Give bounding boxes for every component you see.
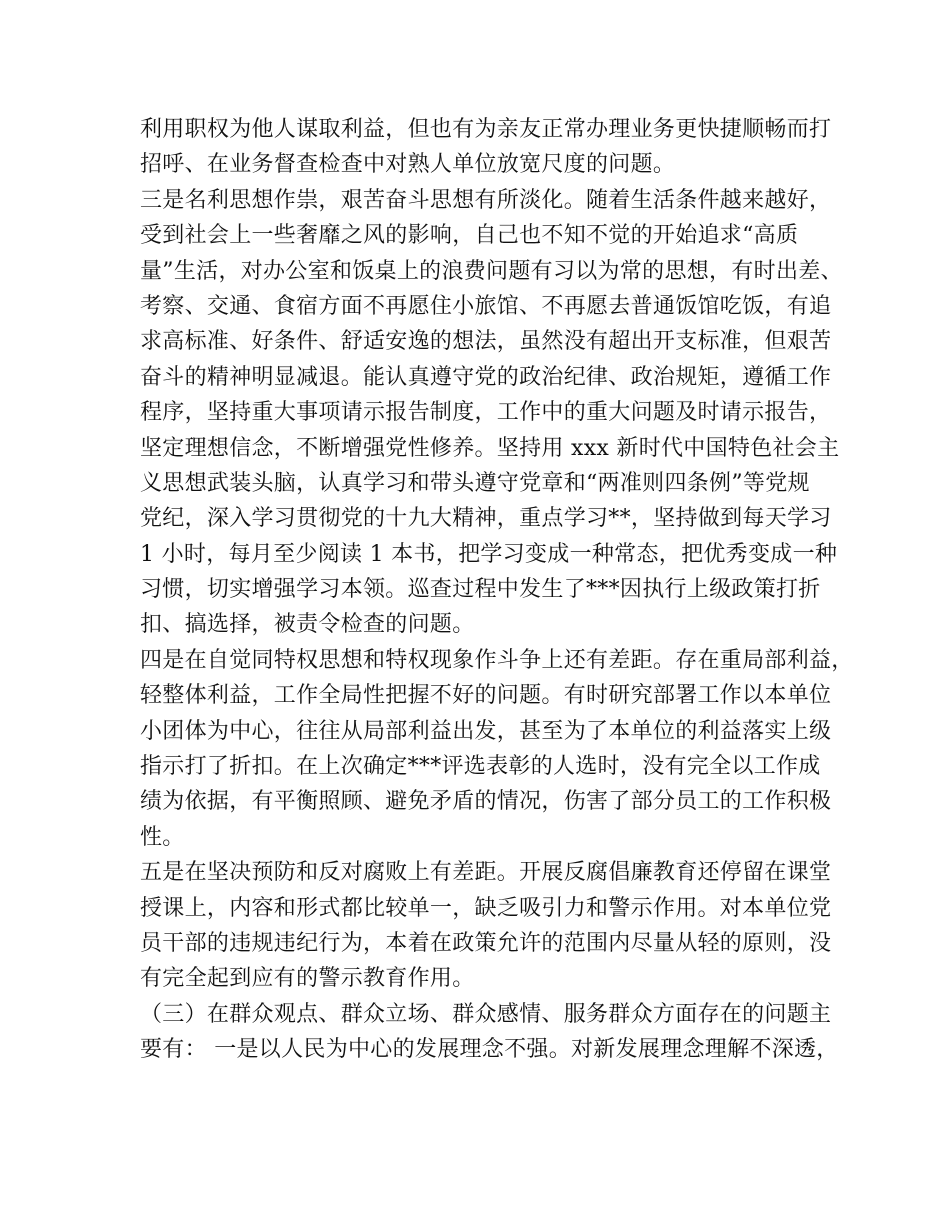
- text-line: 受到社会上一些奢靡之风的影响，自己也不知不觉的开始追求“高质: [140, 223, 799, 249]
- text-line: 利用职权为他人谋取利益，但也有为亲友正常办理业务更快捷顺畅而打: [140, 117, 832, 142]
- document-body: [140, 112, 854, 1068]
- text-line: 扣、搞选择，被责令检查的问题。: [140, 612, 475, 638]
- text-line: 习惯，切实增强学习本领。巡查过程中发生了***因执行上级政策打折: [140, 577, 821, 603]
- text-line: （三）在群众观点、群众立场、群众感情、服务群众方面存在的问题主: [140, 1001, 832, 1027]
- text-line: 党纪，深入学习贯彻党的十九大精神，重点学习**，坚持做到每天学习: [140, 506, 832, 532]
- text-line: 轻整体利益，工作全局性把握不好的问题。有时研究部署工作以本单位: [140, 683, 832, 709]
- text-line: 1 小时，每月至少阅读 1 本书，把学习变成一种常态，把优秀变成一种: [140, 541, 838, 567]
- text-line: 三是名利思想作祟，艰苦奋斗思想有所淡化。随着生活条件越来越好，: [140, 187, 832, 213]
- text-line: 程序，坚持重大事项请示报告制度，工作中的重大问题及时请示报告，: [140, 400, 832, 426]
- text-line: 五是在坚决预防和反对腐败上有差距。开展反腐倡廉教育还停留在课堂: [140, 860, 832, 886]
- text-line: 小团体为中心，往往从局部利益出发，甚至为了本单位的利益落实上级: [140, 718, 832, 744]
- text-line: 四是在自觉同特权思想和特权现象作斗争上还有差距。存在重局部利益，: [140, 647, 854, 673]
- text-line: 坚定理想信念，不断增强党性修养。坚持用 xxx 新时代中国特色社会主: [140, 435, 840, 461]
- text-line: 性。: [140, 824, 185, 850]
- text-line: 招呼、在业务督查检查中对熟人单位放宽尺度的问题。: [140, 152, 676, 178]
- text-line: 授课上，内容和形式都比较单一，缺乏吸引力和警示作用。对本单位党: [140, 895, 832, 921]
- text-line: 有完全起到应有的警示教育作用。: [140, 966, 475, 992]
- text-line: 奋斗的精神明显减退。能认真遵守党的政治纪律、政治规矩，遵循工作: [140, 364, 832, 390]
- text-line: 义思想武装头脑，认真学习和带头遵守党章和“两准则四条例”等党规: [140, 470, 810, 496]
- text-line: 员干部的违规违纪行为，本着在政策允许的范围内尽量从轻的原则，没: [140, 930, 832, 956]
- text-line: 求高标准、好条件、舒适安逸的想法，虽然没有超出开支标准，但艰苦: [140, 329, 832, 355]
- text-line: 要有： 一是以人民为中心的发展理念不强。对新发展理念理解不深透，: [140, 1037, 839, 1063]
- text-line: 指示打了折扣。在上次确定***评选表彰的人选时，没有完全以工作成: [140, 754, 821, 780]
- text-line: 量”生活，对办公室和饭桌上的浪费问题有习以为常的思想，有时出差、: [140, 258, 843, 284]
- text-line: 考察、交通、食宿方面不再愿住小旅馆、不再愿去普通饭馆吃饭，有追: [140, 293, 832, 319]
- text-line: 绩为依据，有平衡照顾、避免矛盾的情况，伤害了部分员工的工作积极: [140, 789, 832, 815]
